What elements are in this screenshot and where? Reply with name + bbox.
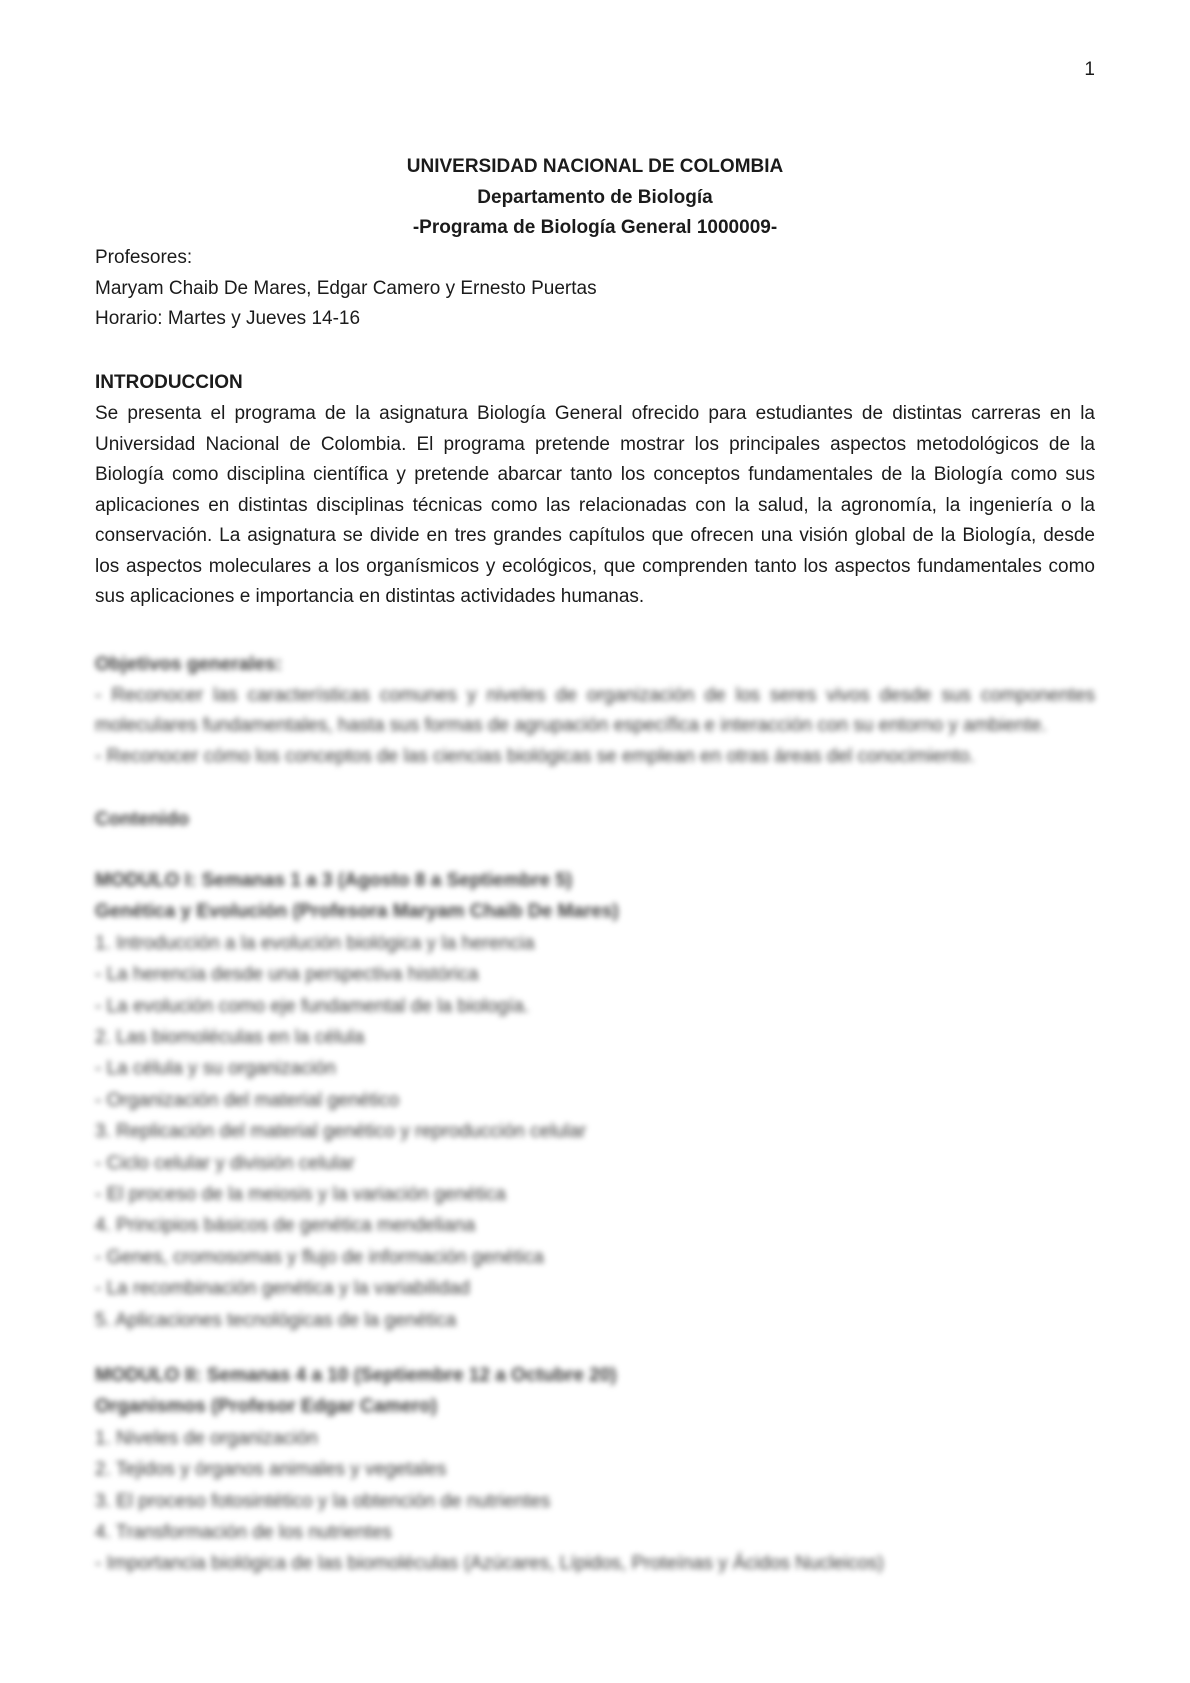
modulo-1-item: 1. Introducción a la evolución biológica y la herencia	[95, 932, 535, 954]
modulo-1-item: - La herencia desde una perspectiva histórica	[95, 964, 479, 986]
header-program-line: -Programa de Biología General 1000009-	[412, 217, 778, 238]
modulo-1-section	[95, 865, 1095, 1336]
modulo-1-item: - El proceso de la meiosis y la variación genética	[95, 1184, 506, 1206]
course-info	[95, 243, 1095, 335]
document-header	[95, 152, 1095, 244]
modulo-1-item: 4. Principios básicos de genética mendeliana	[95, 1215, 476, 1237]
modulo-1-item: 3. Replicación del material genético y reproducción celular	[95, 1121, 587, 1143]
modulo-1-title: MODULO I: Semanas 1 a 3 (Agosto 8 a Septiembre 5)	[95, 870, 573, 891]
header-university-line: UNIVERSIDAD NACIONAL DE COLOMBIA	[406, 156, 784, 177]
modulo-2-section	[95, 1360, 1095, 1580]
modulo-2-item: 2. Tejidos y órganos animales y vegetales	[95, 1459, 447, 1481]
modulo-2-subtitle: Organismos (Profesor Edgar Camero)	[95, 1396, 438, 1418]
modulo-2-item: 3. El proceso fotosintético y la obtención de nutrientes	[95, 1490, 551, 1512]
modulo-2-title: MODULO II: Semanas 4 a 10 (Septiembre 12 a Octubre 20)	[95, 1365, 617, 1386]
modulo-2-item: - Importancia biológica de las biomoléculas (Azúcares, Lípidos, Proteínas y Ácidos Nucleicos)	[95, 1553, 884, 1575]
introduccion-heading: INTRODUCCION	[95, 372, 243, 393]
modulo-1-item: - Organización del material genético	[95, 1089, 400, 1111]
objetivos-section	[95, 650, 1095, 772]
modulo-1-item: - La recombinación genética y la variabilidad	[95, 1278, 470, 1300]
modulo-2-item: 1. Niveles de organización	[95, 1427, 318, 1449]
modulo-2-item: 4. Transformación de los nutrientes	[95, 1522, 392, 1544]
modulo-1-item: 2. Las biomoléculas en la célula	[95, 1027, 365, 1049]
modulo-1-subtitle: Genética y Evolución (Profesora Maryam Chaib De Mares)	[95, 901, 619, 923]
contenido-heading: Contenido	[95, 809, 189, 830]
modulo-1-item: - Genes, cromosomas y flujo de información genética	[95, 1246, 544, 1268]
introduccion-paragraph: Se presenta el programa de la asignatura Biología General ofrecido para estudiantes de distintas carreras en la Universidad Nacional de Colombia. El programa pretende mostrar los principales aspectos metodológicos de la Biología como disciplina científica y pretende abarcar tanto los conceptos fundamentales de la Biología como sus aplicaciones en distintas disciplinas técnicas como las relacionadas con la salud, la agronomía, la ingeniería o la conservación. La asignatura se divide en tres grandes capítulos que ofrecen una visión global de la Biología, desde los aspectos moleculares a los organísmicos y ecológicos, que comprenden tanto los aspectos fundamentales como sus aplicaciones e importancia en distintas actividades humanas.	[95, 403, 1095, 607]
modulo-1-item: - La evolución como eje fundamental de la biología.	[95, 995, 530, 1017]
page-number: 1	[1084, 59, 1095, 80]
objetivos-bullet-1: - Reconocer las características comunes y niveles de organización de los seres vivos desde sus componentes moleculares fundamentales, hasta sus formas de agrupación específica e interacción con su entorno y ambiente.	[95, 684, 1095, 736]
profesores-label: Profesores:	[95, 247, 193, 268]
objetivos-bullet-2: - Reconocer cómo los conceptos de las ciencias biológicas se emplean en otras áreas del conocimiento.	[95, 745, 975, 767]
modulo-1-item: 5. Aplicaciones tecnológicas de la genética	[95, 1309, 457, 1331]
modulo-1-item: - La célula y su organización	[95, 1058, 336, 1080]
header-department-line: Departamento de Biología	[477, 186, 713, 208]
profesores-names: Maryam Chaib De Mares, Edgar Camero y Ernesto Puertas	[95, 277, 597, 299]
objetivos-heading: Objetivos generales:	[95, 654, 282, 675]
horario-line: Horario: Martes y Jueves 14-16	[95, 308, 361, 329]
modulo-1-item: - Ciclo celular y división celular	[95, 1152, 355, 1174]
